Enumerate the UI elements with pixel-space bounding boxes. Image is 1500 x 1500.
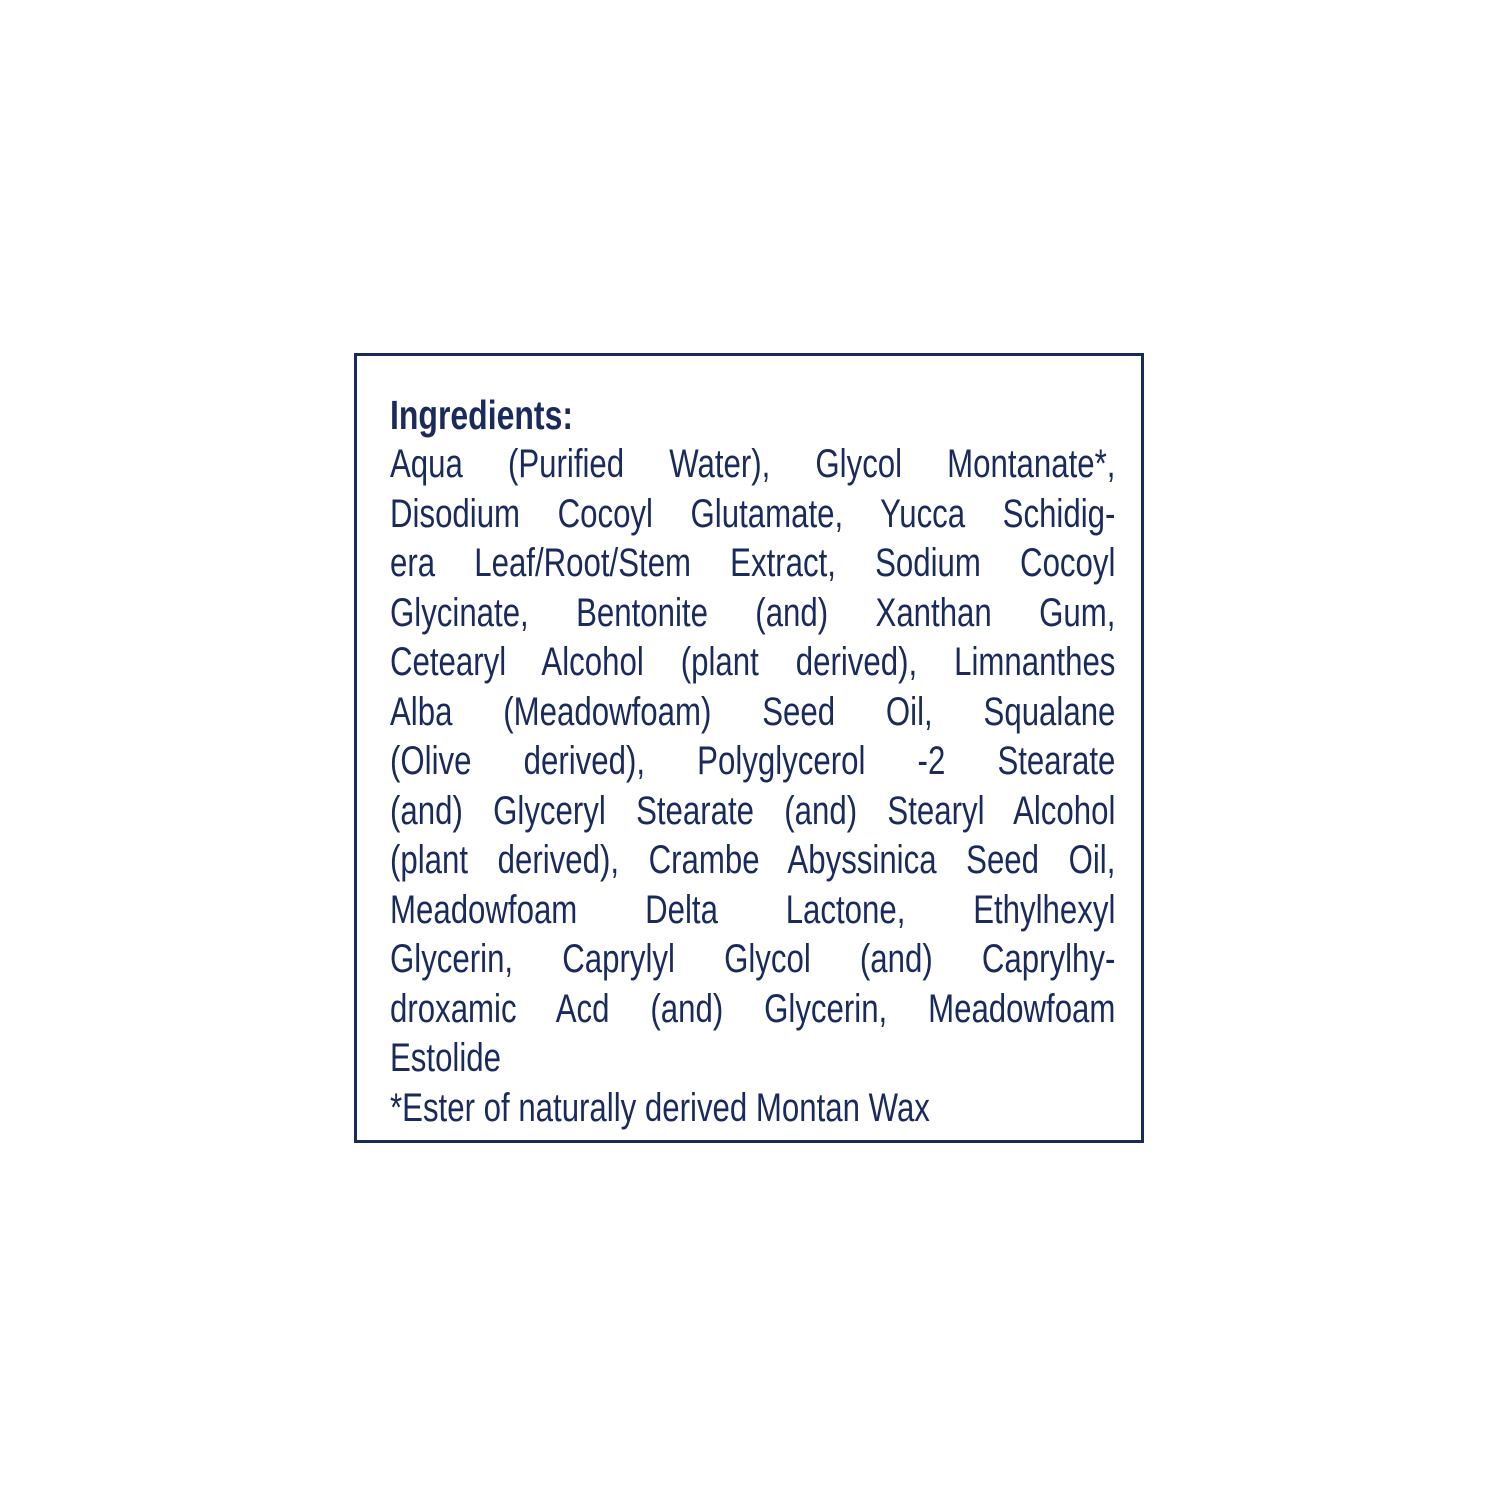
ingredient-line: (and) Glyceryl Stearate (and) Stearyl Alcohol <box>390 788 1116 833</box>
ingredient-line: (plant derived), Crambe Abyssinica Seed Oil, <box>390 838 1116 882</box>
ingredients-heading: Ingredients: <box>390 392 574 438</box>
ingredient-line: Glycinate, Bentonite (and) Xanthan Gum, <box>390 590 1116 635</box>
ingredient-line: Estolide <box>390 1036 502 1080</box>
ingredient-line: droxamic Acd (and) Glycerin, Meadowfoam <box>390 986 1116 1031</box>
ingredients-content <box>390 390 1115 1133</box>
ingredients-text <box>390 440 1115 1133</box>
ingredient-line: (Olive derived), Polyglycerol -2 Stearate <box>390 739 1116 783</box>
ingredient-line: Disodium Cocoyl Glutamate, Yucca Schidig- <box>390 491 1116 536</box>
ingredient-line: era Leaf/Root/Stem Extract, Sodium Cocoyl <box>390 541 1116 585</box>
ingredient-line: Aqua (Purified Water), Glycol Montanate*, <box>390 442 1116 486</box>
ingredients-box <box>354 353 1144 1143</box>
ingredient-line: Cetearyl Alcohol (plant derived), Limnanthes <box>390 640 1116 684</box>
ingredient-line: *Ester of naturally derived Montan Wax <box>390 1085 930 1130</box>
ingredient-line: Glycerin, Caprylyl Glycol (and) Caprylhy- <box>390 937 1116 981</box>
ingredient-line: Meadowfoam Delta Lactone, Ethylhexyl <box>390 887 1116 932</box>
ingredient-line: Alba (Meadowfoam) Seed Oil, Squalane <box>390 689 1116 734</box>
